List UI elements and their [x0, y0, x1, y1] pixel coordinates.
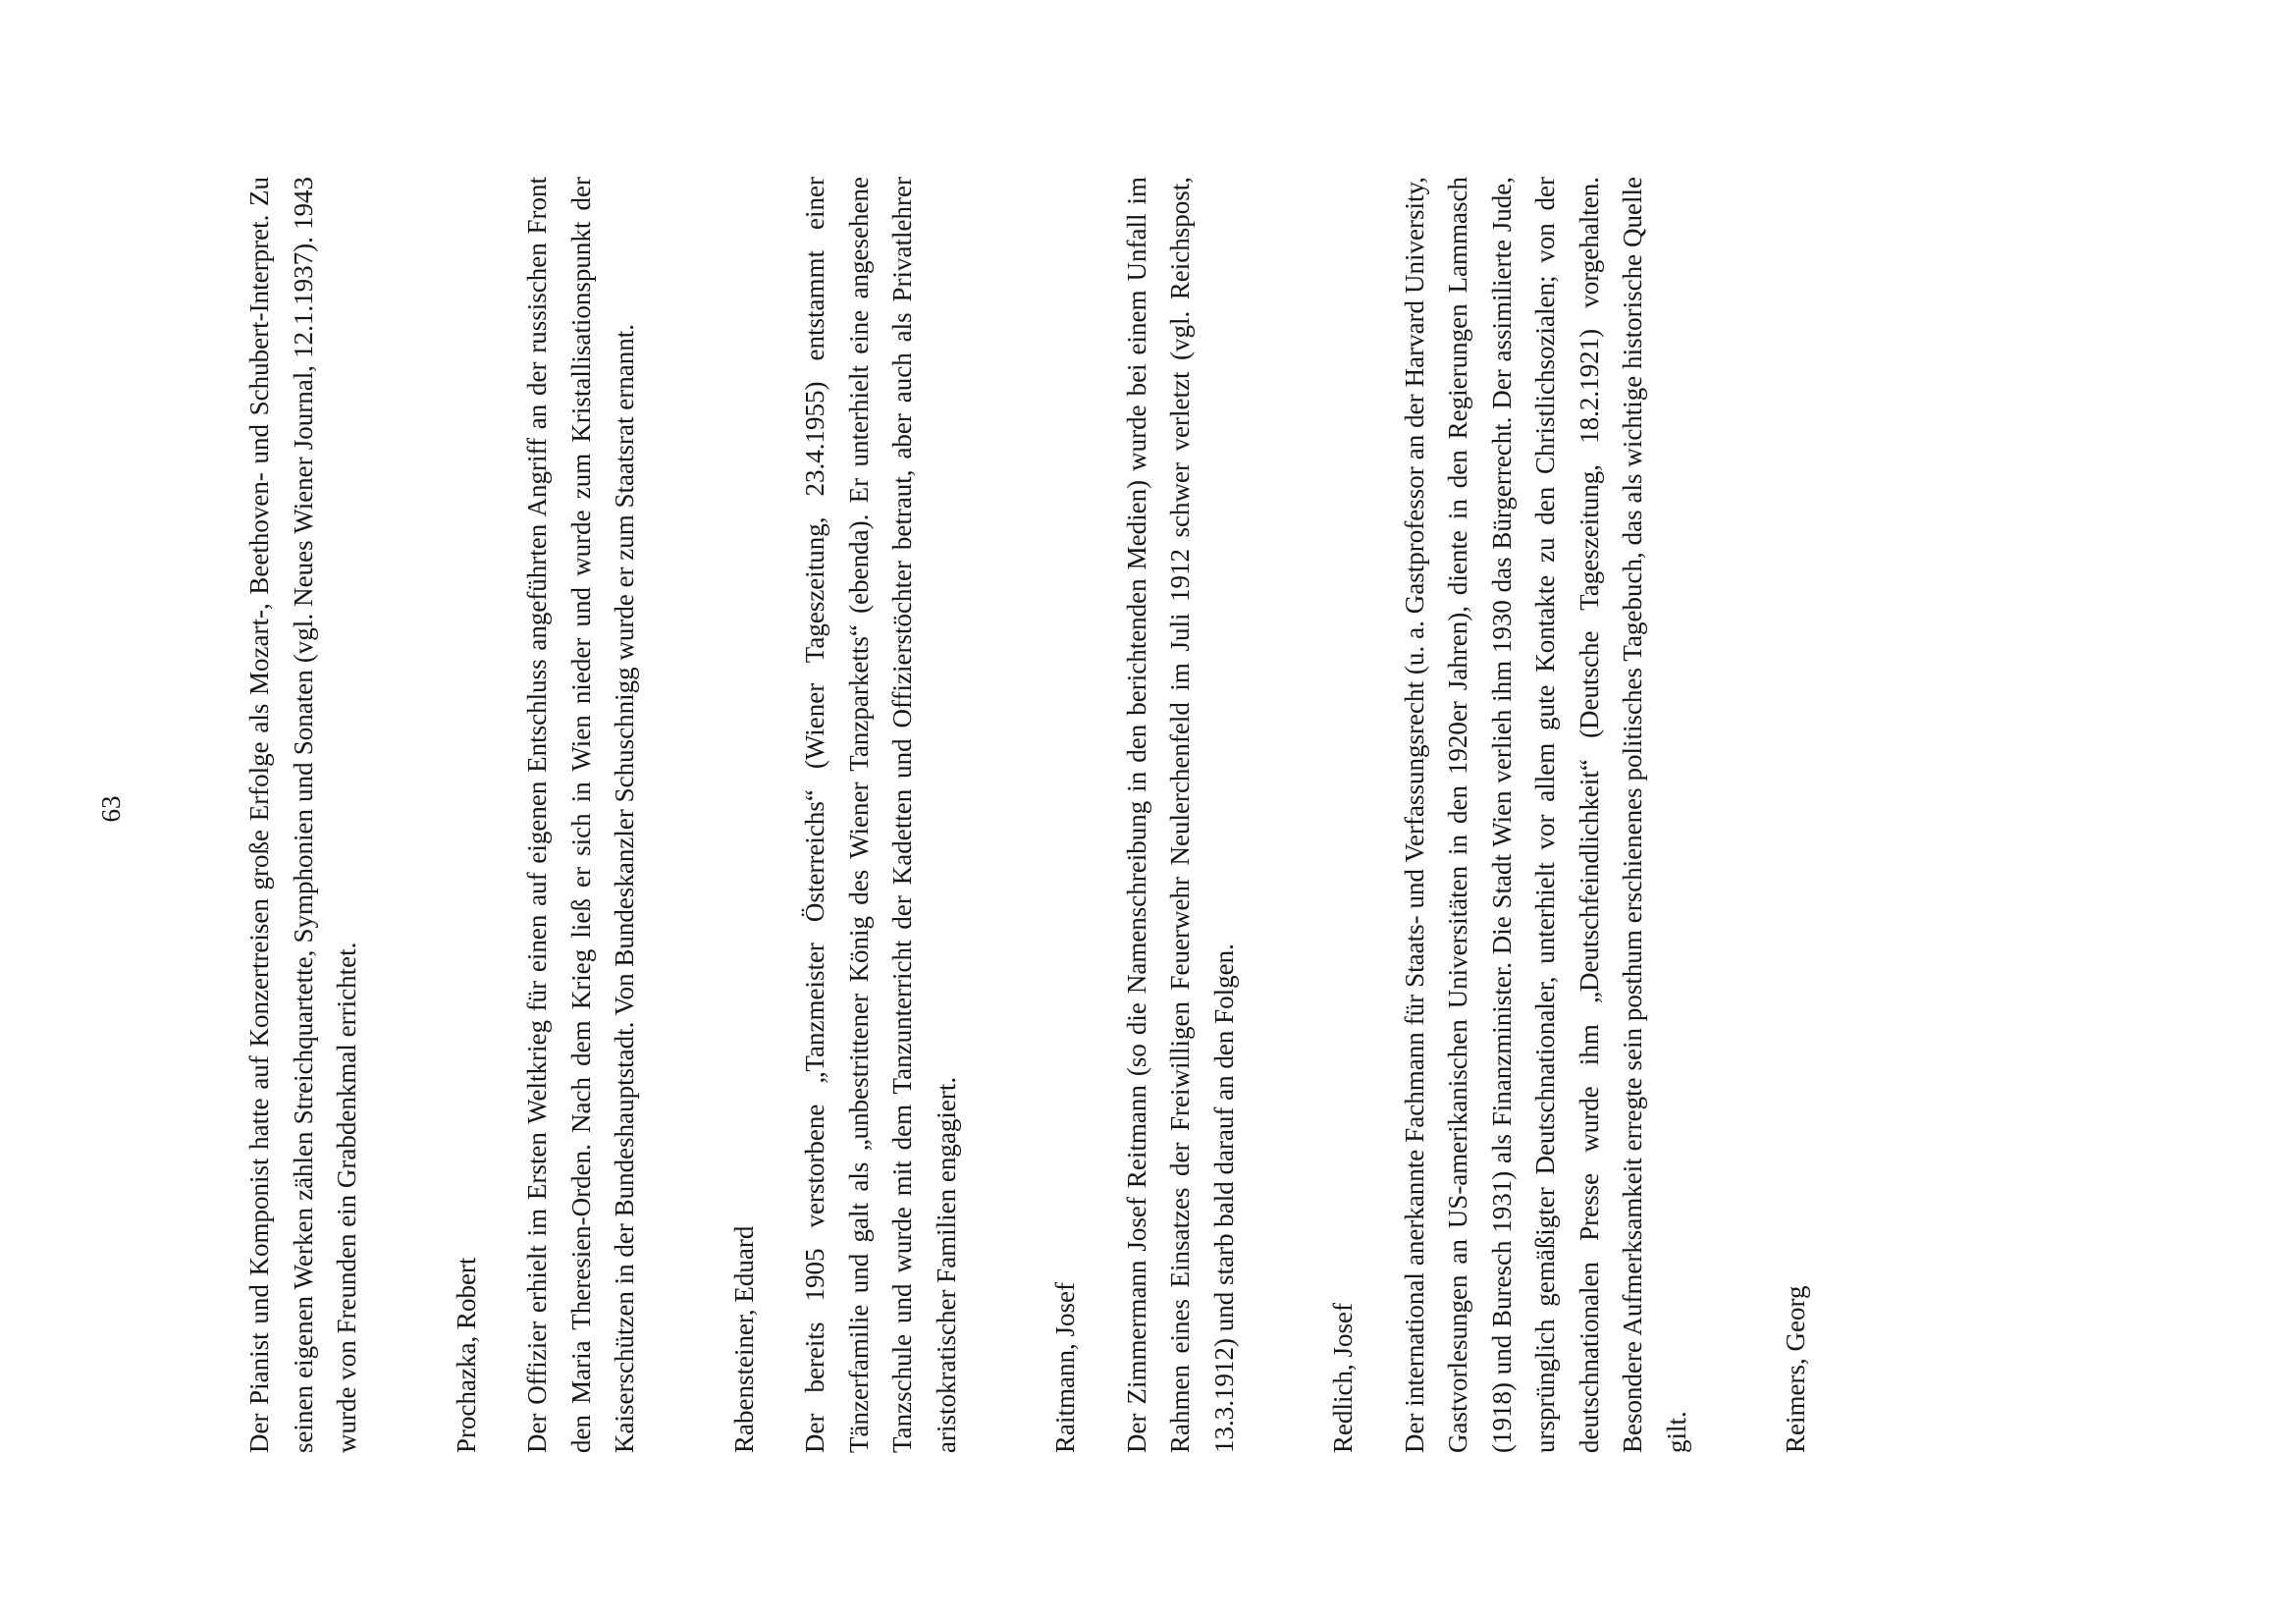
entry-name: Redlich, Josef	[1328, 1303, 1358, 1453]
entry-text: Der international anerkannte Fachmann für Staats- und Verfassungsrecht (u. a. Gastprofessor an der Harvard University, Gastvorlesungen an US-amerikanischen Universitäten in den 1920er Jahren), diente in den Regierungen Lammasch (1918) und Buresch 1931) als Finanzminister. Die Stadt Wien verlieh ihm 1930 das Bürgerrecht. Der assimilierte Jude, ursprünglich gemäßigter Deutschnationaler, unterhielt vor allem gute Kontakte zu den Christlichsozialen; von der deutschnationalen Presse wurde ihm „Deutschfeindlichkeit“ (Deutsche Tageszeitung, 18.2.1921) vorgehalten. Besondere Aufmerksamkeit erregte sein posthum erschienenes politisches Tagebuch, das als wichtige historische Quelle gilt.	[1399, 177, 1691, 1453]
entry-redlich	[1321, 177, 1698, 1453]
entry-name: Prochazka, Robert	[451, 1257, 481, 1453]
section-gap	[369, 177, 445, 1453]
section-gap	[1246, 177, 1321, 1453]
section-gap	[1698, 177, 1774, 1453]
entry-text: Der Offizier erhielt im Ersten Weltkrieg für einen auf eigenen Entschluss angeführten Angriff an der russischen Front den Maria Theresien-Orden. Nach dem Krieg ließ er sich in Wien nieder und wurde zum Kristallisationspunkt der Kaiserschützen in der Bundeshauptstadt. Von Bundeskanzler Schuschnigg wurde er zum Staatsrat ernannt.	[522, 177, 639, 1453]
entry-text: Der bereits 1905 verstorbene „Tanzmeister Österreichs“ (Wiener Tageszeitung, 23.4.1955) entstammt einer Tänzerfamilie und galt als „unbestrittener König des Wiener Tanzparketts“ (ebenda). Er unterhielt eine angesehene Tanzschule und wurde mit dem Tanzunterricht der Kadetten und Offizierstöchter betraut, aber auch als Privatlehrer aristokratischer Familien engagiert.	[800, 177, 961, 1453]
entry-prochazka	[445, 177, 647, 1453]
entry-raitmann	[1043, 177, 1246, 1453]
entry-name: Raitmann, Josef	[1050, 1282, 1080, 1453]
intro-paragraph: Der Pianist und Komponist hatte auf Konzertreisen große Erfolge als Mozart-, Beethoven- und Schubert-Interpret. Zu seinen eigenen Werken zählen Streichquartette, Symphonien und Sonaten (vgl. Neues Wiener Journal, 12.1.1937). 1943 wurde von Freunden ein Grabdenkmal errichtet.	[244, 177, 361, 1453]
entry-rabensteiner	[722, 177, 969, 1453]
entry-name: Reimers, Georg	[1781, 1285, 1810, 1453]
page-number: 63	[96, 795, 126, 823]
entry-text: Der Zimmermann Josef Reitmann (so die Namenschreibung in den berichtenden Medien) wurde bei einem Unfall im Rahmen eines Einsatzes der Freiwilligen Feuerwehr Neulerchenfeld im Juli 1912 schwer verletzt (vgl. Reichspost, 13.3.1912) und starb bald darauf an den Folgen.	[1121, 177, 1239, 1453]
page-body	[238, 177, 1845, 1453]
entry-name: Rabensteiner, Eduard	[728, 1225, 759, 1453]
entry-reimers	[1774, 177, 1818, 1453]
section-gap	[647, 177, 722, 1453]
section-gap	[968, 177, 1043, 1453]
